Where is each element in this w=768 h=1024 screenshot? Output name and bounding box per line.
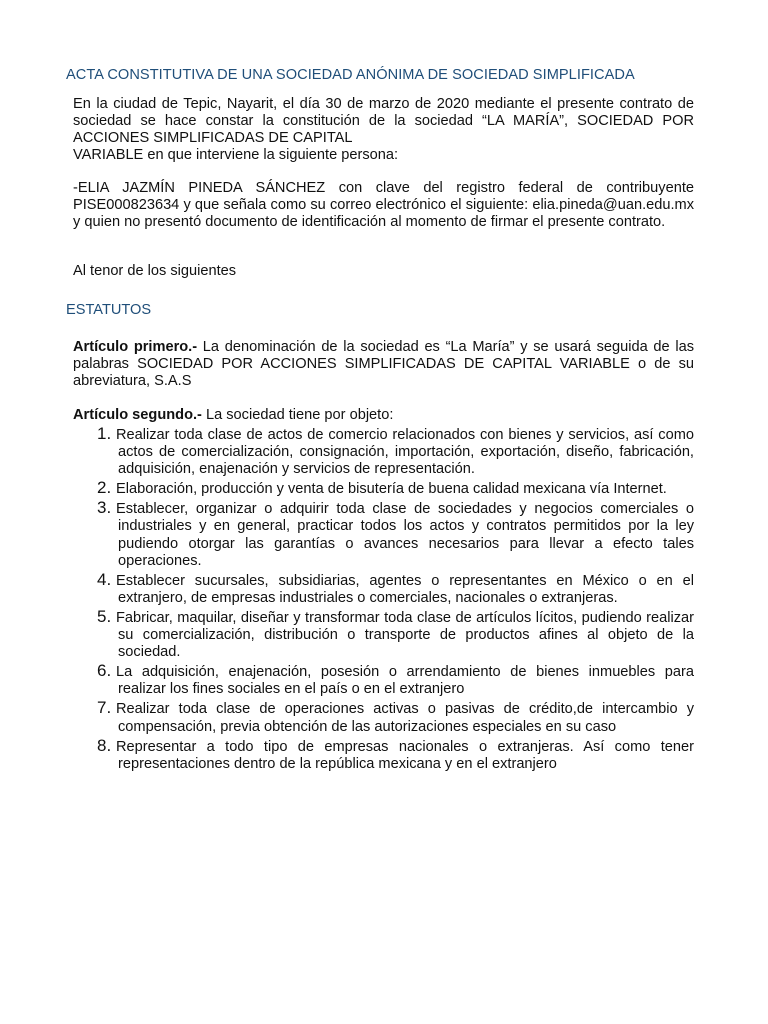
- list-item-text: Establecer, organizar o adquirir toda clase de sociedades y negocios comerciales o industriales y en general, practicar todos los actos y contratos permitidos por la ley pudiendo otorgar las garantías o avances necesarios para llevar a efecto tales operaciones.: [116, 501, 694, 569]
- list-item-text: Realizar toda clase de actos de comercio relacionados con bienes y servicios, así como actos de comercialización, consignación, importación, exportación, diseño, fabricación, adquisición, enajenación y servicios de representación.: [116, 427, 694, 478]
- list-item: [97, 608, 694, 661]
- list-item-number: 3.: [97, 498, 112, 518]
- list-item-number: 4.: [97, 569, 112, 589]
- list-item: [97, 499, 694, 569]
- list-item: [97, 479, 694, 498]
- list-item-text: Elaboración, producción y venta de bisutería de buena calidad mexicana vía Internet.: [116, 481, 667, 498]
- list-item-number: 8.: [97, 735, 112, 755]
- intro-text-continued: VARIABLE en que interviene la siguiente persona:: [73, 147, 399, 164]
- document-title: ACTA CONSTITUTIVA DE UNA SOCIEDAD ANÓNIMA DE SOCIEDAD SIMPLIFICADA: [66, 67, 635, 83]
- intro-paragraph: [73, 96, 694, 164]
- section-heading-estatutos: ESTATUTOS: [66, 302, 152, 318]
- tenor-text: Al tenor de los siguientes: [73, 263, 237, 279]
- list-item-number: 1.: [97, 424, 112, 443]
- articulo-primero: [73, 339, 694, 390]
- objetos-list: [97, 425, 694, 774]
- list-item-number: 2.: [97, 478, 112, 498]
- list-item: [97, 699, 694, 735]
- articulo-segundo: [73, 407, 694, 424]
- list-item-number: 6.: [97, 661, 112, 681]
- list-item-text: Representar a todo tipo de empresas nacionales o extranjeras. Así como tener representaciones dentro de la república mexicana y en el extranjero: [116, 738, 694, 772]
- list-item-number: 7.: [97, 698, 112, 718]
- list-item: [97, 425, 694, 478]
- articulo-primero-label: Artículo primero.-: [73, 339, 198, 355]
- articulo-primero-text: La denominación de la sociedad es “La María” y se usará seguida de las palabras SOCIEDAD POR ACCIONES SIMPLIFICADAS DE CAPITAL VARIABLE o de su abreviatura, S.A.S: [73, 339, 694, 390]
- list-item-text: Establecer sucursales, subsidiarias, agentes o representantes en México o en el extranjero, de empresas industriales o comerciales, nacionales o extranjeras.: [116, 572, 694, 606]
- party-paragraph: [73, 180, 694, 231]
- articulo-segundo-text: La sociedad tiene por objeto:: [201, 407, 394, 423]
- list-item-text: Fabricar, maquilar, diseñar y transformar toda clase de artículos lícitos, pudiendo realizar su comercialización, distribución o transporte de productos afines al objeto de la sociedad.: [116, 609, 694, 661]
- list-item-text: Realizar toda clase de operaciones activas o pasivas de crédito,de intercambio y compensación, previa obtención de las autorizaciones especiales en su caso: [116, 701, 694, 735]
- tenor-paragraph: [73, 263, 694, 280]
- list-item: [97, 737, 694, 773]
- list-item: [97, 571, 694, 607]
- list-item-number: 5.: [97, 606, 112, 626]
- intro-text: En la ciudad de Tepic, Nayarit, el día 30 de marzo de 2020 mediante el presente contrato de sociedad se hace constar la constitución de la sociedad “LA MARÍA”, SOCIEDAD POR ACCIONES SIMPLIFICADAS DE CAPITAL: [73, 96, 694, 147]
- list-item-text: La adquisición, enajenación, posesión o arrendamiento de bienes inmuebles para realizar los fines sociales en el país o en el extranjero: [116, 664, 694, 698]
- list-item: [97, 662, 694, 698]
- articulo-segundo-label: Artículo segundo.-: [73, 407, 202, 423]
- party-text: -ELIA JAZMÍN PINEDA SÁNCHEZ con clave del registro federal de contribuyente PISE000823634 y que señala como su correo electrónico el siguiente: elia.pineda@uan.edu.mx y quien no presentó documento de identificación al momento de firmar el presente contrato.: [73, 180, 694, 231]
